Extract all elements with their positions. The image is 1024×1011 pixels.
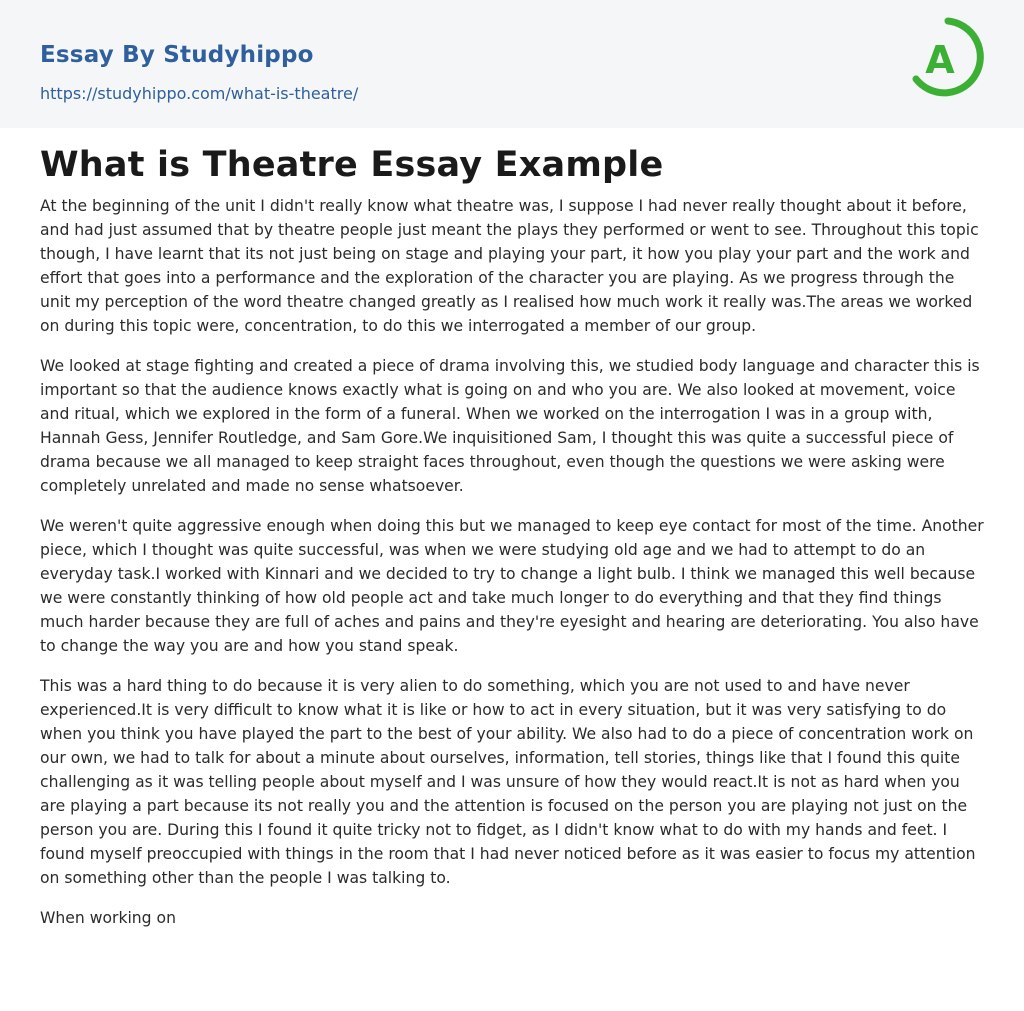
- site-header: [0, 0, 1024, 128]
- essay-paragraph: At the beginning of the unit I didn't really know what theatre was, I suppose I had never really thought about it before, and had just assumed that by theatre people just meant the plays they performed or went to see. Throughout this topic though, I have learnt that its not just being on stage and playing your part, it how you play your part and the work and effort that goes into a performance and the exploration of the character you are playing. As we progress through the unit my perception of the word theatre changed greatly as I realised how much work it really was.The areas we worked on during this topic were, concentration, to do this we interrogated a member of our group.: [40, 197, 979, 335]
- site-brand[interactable]: Essay By Studyhippo: [40, 42, 314, 68]
- logo-letter: A: [925, 38, 955, 82]
- essay-paragraph: This was a hard thing to do because it is very alien to do something, which you are not used to and have never experienced.It is very difficult to know what it is like or how to act in every situation, but it was very satisfying to do when you think you have played the part to the best of your ability. We also had to do a piece of concentration work on our own, we had to talk for about a minute about ourselves, information, tell stories, things like that I found this quite challenging as it was telling people about myself and I was unsure of how they would react.It is not as hard when you are playing a part because its not really you and the attention is focused on the person you are playing not just on the person you are. During this I found it quite tricky not to fidget, as I didn't know what to do with my hands and feet. I found myself preoccupied with things in the room that I had never noticed before as it was easier to focus my attention on something other than the people I was talking to.: [40, 677, 976, 887]
- studyhippo-logo-icon[interactable]: [906, 15, 990, 109]
- page-title: What is Theatre Essay Example: [40, 145, 664, 185]
- essay-paragraph: We looked at stage fighting and created a piece of drama involving this, we studied body language and character this is important so that the audience knows exactly what is going on and who you are. We also looked at movement, voice and ritual, which we explored in the form of a funeral. When we worked on the interrogation I was in a group with, Hannah Gess, Jennifer Routledge, and Sam Gore.We inquisitioned Sam, I thought this was quite a successful piece of drama because we all managed to keep straight faces throughout, even though the questions we were asking were completely unrelated and made no sense whatsoever.: [40, 357, 980, 495]
- essay-paragraph: When working on: [40, 909, 176, 927]
- essay-body: [40, 194, 986, 946]
- essay-paragraph: We weren't quite aggressive enough when doing this but we managed to keep eye contact for most of the time. Another piece, which I thought was quite successful, was when we were studying old age and we had to attempt to do an everyday task.I worked with Kinnari and we decided to try to change a light bulb. I think we managed this well because we were constantly thinking of how old people act and take much longer to do everything and that they find things much harder because they are full of aches and pains and they're eyesight and hearing are deteriorating. You also have to change the way you are and how you stand speak.: [40, 517, 984, 655]
- essay-url-link[interactable]: https://studyhippo.com/what-is-theatre/: [40, 84, 359, 103]
